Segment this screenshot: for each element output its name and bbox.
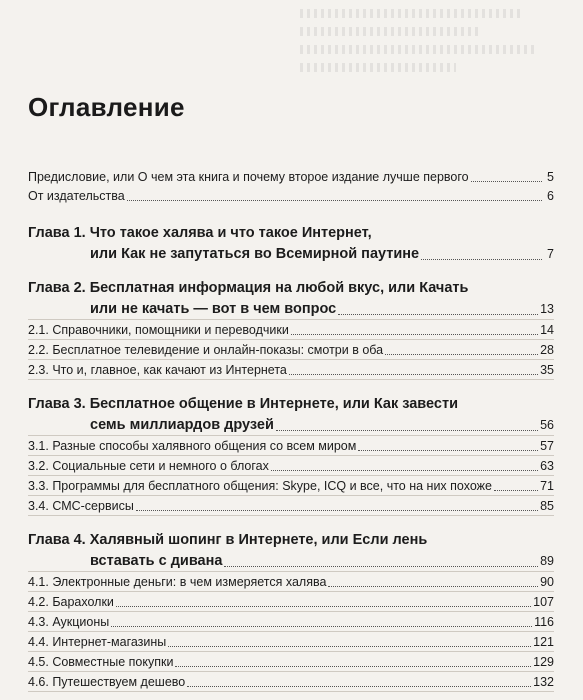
section-page: 90 xyxy=(540,575,554,589)
section-entry xyxy=(28,320,554,340)
chapter-subtitle: или Как не запутаться во Всемирной паутине xyxy=(90,246,420,262)
chapter-entry xyxy=(28,278,554,319)
section-text: 4.2. Барахолки xyxy=(28,595,114,609)
toc-entry-publisher xyxy=(28,186,554,205)
section-entry xyxy=(28,436,554,456)
dot-leader xyxy=(111,626,532,627)
chapter-title-line1: Глава 1. Что такое халява и что такое Интернет, xyxy=(28,225,372,241)
section-page: 35 xyxy=(540,363,554,377)
section-text: 2.3. Что и, главное, как качают из Интернета xyxy=(28,363,287,377)
chapter-entry xyxy=(28,394,554,435)
dot-leader xyxy=(271,470,538,471)
dot-leader xyxy=(224,566,538,567)
dot-leader xyxy=(358,450,538,451)
chapter-title-line2 xyxy=(28,550,554,571)
section-text: 4.1. Электронные деньги: в чем измеряется халява xyxy=(28,575,327,589)
chapter-title-line1: Глава 3. Бесплатное общение в Интернете, или Как завести xyxy=(28,396,458,412)
dot-leader xyxy=(276,430,538,431)
section-page: 107 xyxy=(533,595,554,609)
section-list xyxy=(28,319,554,380)
chapter-entry xyxy=(28,223,554,264)
page-title: Оглавление xyxy=(28,92,185,122)
section-page: 63 xyxy=(540,459,554,473)
dot-leader xyxy=(116,606,531,607)
dot-leader xyxy=(289,374,538,375)
section-entry xyxy=(28,340,554,360)
section-page: 14 xyxy=(540,323,554,337)
chapter-page: 13 xyxy=(540,302,554,316)
section-entry xyxy=(28,456,554,476)
section-page: 85 xyxy=(540,499,554,513)
section-page: 129 xyxy=(533,655,554,669)
dot-leader xyxy=(187,686,531,687)
entry-text: От издательства xyxy=(28,189,125,203)
section-entry xyxy=(28,572,554,592)
section-entry xyxy=(28,632,554,652)
section-text: 3.2. Социальные сети и немного о блогах xyxy=(28,459,269,473)
dot-leader xyxy=(494,490,538,491)
section-page: 28 xyxy=(540,343,554,357)
section-text: 3.1. Разные способы халявного общения со всем миром xyxy=(28,439,357,453)
chapter-title-line2 xyxy=(28,243,554,264)
section-entry xyxy=(28,672,554,692)
chapter-title-line2 xyxy=(28,298,554,319)
section-text: 3.4. СМС-сервисы xyxy=(28,499,134,513)
chapter-list xyxy=(28,223,554,692)
chapter-entry xyxy=(28,530,554,571)
dot-leader xyxy=(175,666,531,667)
section-list xyxy=(28,571,554,692)
chapter-subtitle: или не качать — вот в чем вопрос xyxy=(90,301,337,317)
section-text: 4.3. Аукционы xyxy=(28,615,110,629)
section-page: 116 xyxy=(534,615,554,629)
section-entry xyxy=(28,612,554,632)
dot-leader xyxy=(127,200,542,201)
chapter-subtitle: вставать с дивана xyxy=(90,553,223,569)
section-entry xyxy=(28,652,554,672)
chapter-page: 56 xyxy=(540,418,554,432)
chapter-page: 7 xyxy=(547,247,554,261)
section-list xyxy=(28,435,554,516)
section-page: 71 xyxy=(540,479,554,493)
chapter-title-line1: Глава 2. Бесплатная информация на любой вкус, или Качать xyxy=(28,280,469,296)
dot-leader xyxy=(168,646,531,647)
section-text: 2.2. Бесплатное телевидение и онлайн-показы: смотри в оба xyxy=(28,343,384,357)
entry-text: Предисловие, или О чем эта книга и почему второе издание лучше первого xyxy=(28,170,469,184)
section-page: 57 xyxy=(540,439,554,453)
section-text: 4.4. Интернет-магазины xyxy=(28,635,167,649)
chapter-title-line1: Глава 4. Халявный шопинг в Интернете, или Если лень xyxy=(28,532,428,548)
bleed-through-text xyxy=(300,0,560,80)
section-text: 2.1. Справочники, помощники и переводчики xyxy=(28,323,289,337)
toc-page xyxy=(28,92,554,692)
dot-leader xyxy=(328,586,538,587)
section-entry xyxy=(28,360,554,380)
dot-leader xyxy=(471,181,542,182)
dot-leader xyxy=(421,259,542,260)
section-text: 3.3. Программы для бесплатного общения: Skype, ICQ и все, что на них похоже xyxy=(28,479,492,493)
section-page: 121 xyxy=(533,635,554,649)
entry-page: 6 xyxy=(547,189,554,203)
dot-leader xyxy=(136,510,538,511)
chapter-title-line2 xyxy=(28,414,554,435)
section-entry xyxy=(28,476,554,496)
dot-leader xyxy=(338,314,538,315)
section-entry xyxy=(28,496,554,516)
dot-leader xyxy=(291,334,538,335)
chapter-page: 89 xyxy=(540,554,554,568)
section-text: 4.5. Совместные покупки xyxy=(28,655,174,669)
entry-page: 5 xyxy=(547,170,554,184)
section-entry xyxy=(28,592,554,612)
section-page: 132 xyxy=(533,675,554,689)
chapter-subtitle: семь миллиардов друзей xyxy=(90,417,274,433)
toc-entry-preface xyxy=(28,167,554,186)
section-text: 4.6. Путешествуем дешево xyxy=(28,675,186,689)
dot-leader xyxy=(385,354,538,355)
